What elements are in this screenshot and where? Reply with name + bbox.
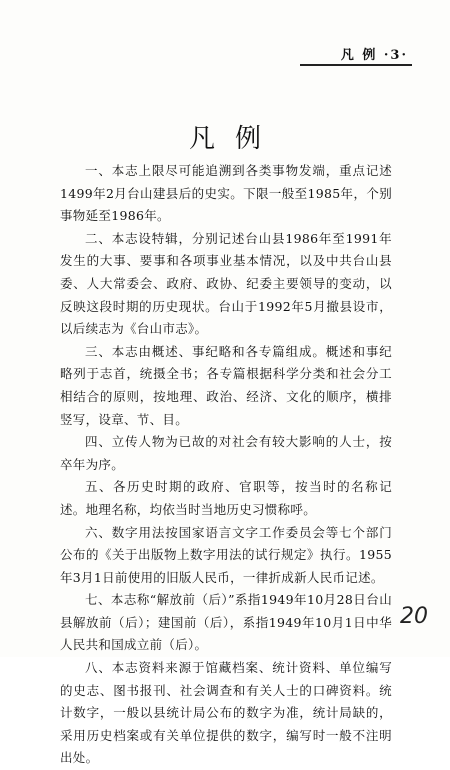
paragraph-5: 五、各历史时期的政府、官职等，按当时的名称记述。地理名称，均依当时当地历史习惯称呼。 bbox=[60, 479, 392, 517]
paragraph-3: 三、本志由概述、事纪略和各专篇组成。概述和事纪略列于志首，统摄全书；各专篇根据科学分类和社会分工相结合的原则，按地理、政治、经济、文化的顺序，横排竖写，设章、节、目。 bbox=[60, 343, 392, 427]
paragraph-7: 七、本志称“解放前（后）”系指1949年10月28日台山县解放前（后）；建国前（后），系指1949年10月1日中华人民共和国成立前（后）。 bbox=[60, 592, 392, 653]
paragraph-4: 四、立传人物为已故的对社会有较大影响的人士，按卒年为序。 bbox=[60, 434, 392, 472]
header-rule bbox=[300, 64, 412, 66]
paragraph-1: 一、本志上限尽可能追溯到各类事物发端，重点记述1499年2月台山建县后的史实。下限一般至1985年，个别事物延至1986年。 bbox=[60, 163, 392, 224]
handwritten-page-number: 20 bbox=[400, 604, 428, 629]
paragraph-2: 二、本志设特辑，分别记述台山县1986年至1991年发生的大事、要事和各项事业基本情况，以及中共台山县委、人大常委会、政府、政协、纪委主要领导的变动，以反映这段时期的历史现状。台山于1992年5月撤县设市，以后续志为《台山市志》。 bbox=[60, 230, 392, 337]
paragraph-8: 八、本志资料来源于馆藏档案、统计资料、单位编写的史志、图书报刊、社会调查和有关人士的口碑资料。统计数字，一般以县统计局公布的数字为准，统计局缺的，采用历史档案或有关单位提供的数字，编写时一般不注明出处。 bbox=[60, 660, 392, 766]
body-text bbox=[60, 160, 392, 770]
page-title: 凡例 bbox=[188, 124, 281, 154]
running-head: 凡 例 ·3· bbox=[340, 48, 408, 63]
paragraph-6: 六、数字用法按国家语言文字工作委员会等七个部门公布的《关于出版物上数字用法的试行规定》执行。1955年3月1日前使用的旧版人民币，一律折成新人民币记述。 bbox=[60, 524, 392, 585]
